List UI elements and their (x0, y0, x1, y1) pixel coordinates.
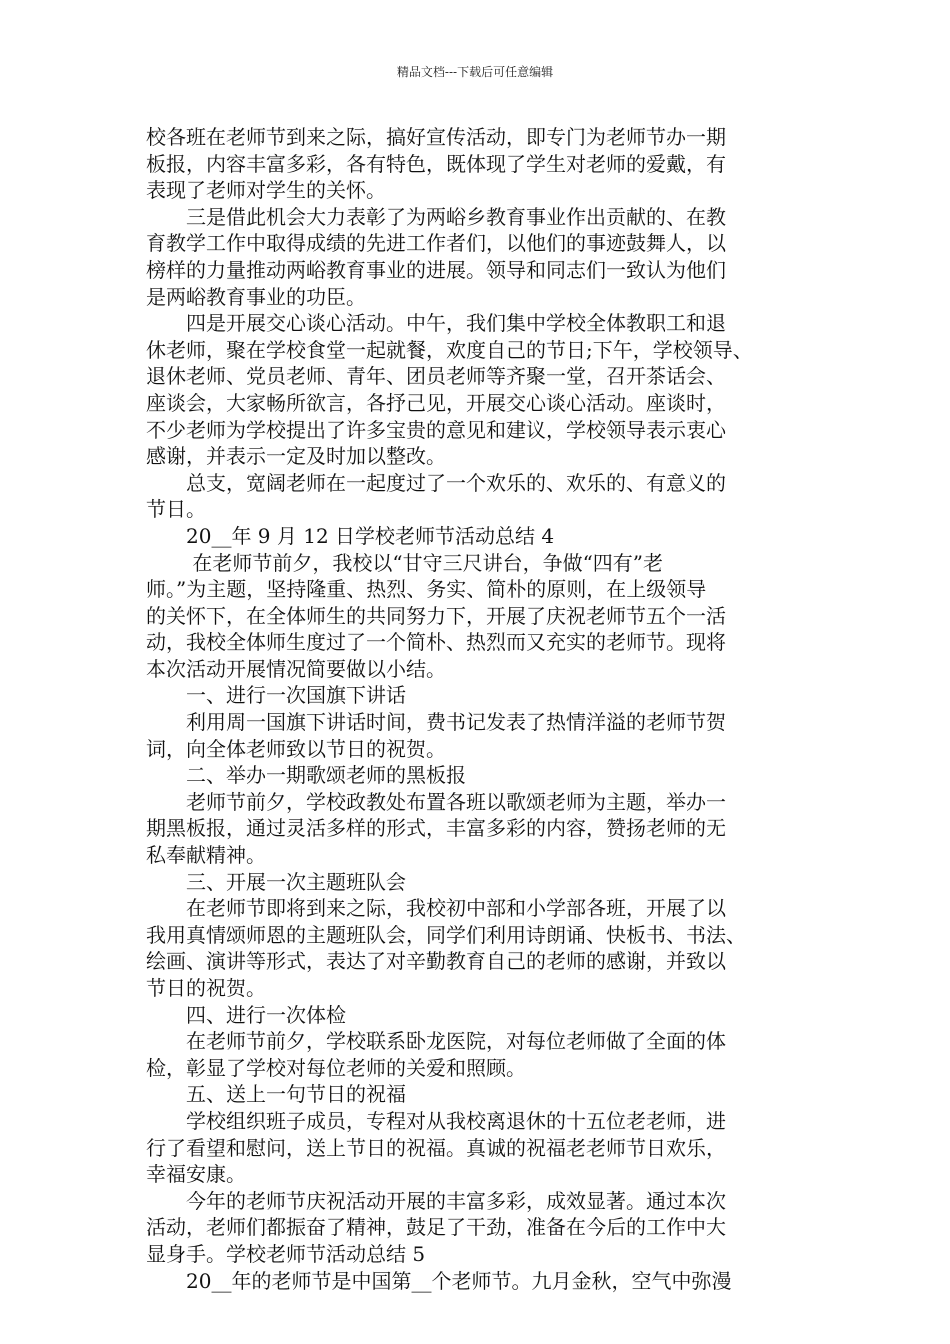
text-line: 榜样的力量推动两峪教育事业的进展。领导和同志们一致认为他们 (146, 257, 726, 282)
text-line: 育教学工作中取得成绩的先进工作者们，以他们的事迹鼓舞人，以 (146, 231, 726, 256)
text-line: 退休老师、党员老师、青年、团员老师等齐聚一堂，召开茶话会、 (146, 364, 726, 389)
text-line: 板报，内容丰富多彩，各有特色，既体现了学生对老师的爱戴，有 (146, 151, 726, 176)
text-line: 总支，宽阔老师在一起度过了一个欢乐的、欢乐的、有意义的 (146, 470, 726, 495)
text-line: 在老师节即将到来之际，我校初中部和小学部各班，开展了以 (146, 896, 726, 921)
text-line: 活动，老师们都振奋了精神，鼓足了干劲，准备在今后的工作中大 (146, 1215, 726, 1240)
text-line: 校各班在老师节到来之际，搞好宣传活动，即专门为老师节办一期 (146, 125, 726, 149)
text-line: 座谈会，大家畅所欲言，各抒己见，开展交心谈心活动。座谈时， (146, 390, 726, 415)
text-line: 行了看望和慰问，送上节日的祝福。真诚的祝福老老师节日欢乐， (146, 1135, 726, 1160)
text-line: 今年的老师节庆祝活动开展的丰富多彩，成效显著。通过本次 (146, 1188, 726, 1213)
text-line: 本次活动开展情况简要做以小结。 (146, 656, 446, 681)
text-line: 绘画、演讲等形式，表达了对辛勤教育自己的老师的感谢，并致以 (146, 949, 726, 974)
text-line: 二、举办一期歌颂老师的黑板报 (146, 763, 466, 788)
text-line: 利用周一国旗下讲话时间，费书记发表了热情洋溢的老师节贺 (146, 710, 726, 735)
text-line: 我用真情颂师恩的主题班队会，同学们利用诗朗诵、快板书、书法、 (146, 922, 746, 947)
text-line: 表现了老师对学生的关怀。 (146, 178, 386, 203)
document-body (146, 124, 826, 1294)
text-line: 一、进行一次国旗下讲话 (146, 683, 406, 708)
text-line: 四是开展交心谈心活动。中午，我们集中学校全体教职工和退 (146, 311, 726, 336)
text-line: 是两峪教育事业的功臣。 (146, 284, 366, 309)
text-line: 节日的祝贺。 (146, 976, 266, 1000)
text-line: 四、进行一次体检 (146, 1002, 346, 1027)
text-line: 20__年的老师节是中国第__个老师节。九月金秋，空气中弥漫 (146, 1268, 732, 1293)
text-line: 三是借此机会大力表彰了为两峪乡教育事业作出贡献的、在教 (146, 204, 726, 229)
text-line: 五、送上一句节日的祝福 (146, 1082, 406, 1107)
text-line: 私奉献精神。 (146, 843, 266, 868)
text-line: 检，彰显了学校对每位老师的关爱和照顾。 (146, 1055, 526, 1080)
text-line: 在老师节前夕，我校以“甘守三尺讲台，争做“四有”老 (146, 550, 664, 575)
text-line: 期黑板报，通过灵活多样的形式，丰富多彩的内容，赞扬老师的无 (146, 816, 726, 841)
text-line: 动，我校全体师生度过了一个简朴、热烈而又充实的老师节。现将 (146, 630, 726, 655)
text-line: 老师节前夕，学校政教处布置各班以歌颂老师为主题，举办一 (146, 789, 726, 814)
text-line: 的关怀下，在全体师生的共同努力下，开展了庆祝老师节五个一活 (146, 603, 726, 628)
text-line: 三、开展一次主题班队会 (146, 869, 406, 894)
text-line: 学校组织班子成员，专程对从我校离退休的十五位老老师，进 (146, 1108, 726, 1133)
text-line: 20__年 9 月 12 日学校老师节活动总结 4 (146, 523, 555, 548)
page-header: 精品文档---下载后可任意编辑 (396, 65, 554, 79)
text-line: 节日。 (146, 497, 206, 522)
text-line: 在老师节前夕，学校联系卧龙医院，对每位老师做了全面的体 (146, 1029, 726, 1054)
text-line: 词，向全体老师致以节日的祝贺。 (146, 736, 446, 761)
text-line: 休老师，聚在学校食堂一起就餐，欢度自己的节日;下午，学校领导、 (146, 337, 753, 362)
text-line: 显身手。学校老师节活动总结 5 (146, 1241, 426, 1266)
text-line: 感谢，并表示一定及时加以整改。 (146, 444, 446, 469)
text-line: 师。”为主题，坚持隆重、热烈、务实、简朴的原则，在上级领导 (146, 577, 707, 602)
text-line: 不少老师为学校提出了许多宝贵的意见和建议，学校领导表示衷心 (146, 417, 726, 442)
text-line: 幸福安康。 (146, 1162, 246, 1187)
